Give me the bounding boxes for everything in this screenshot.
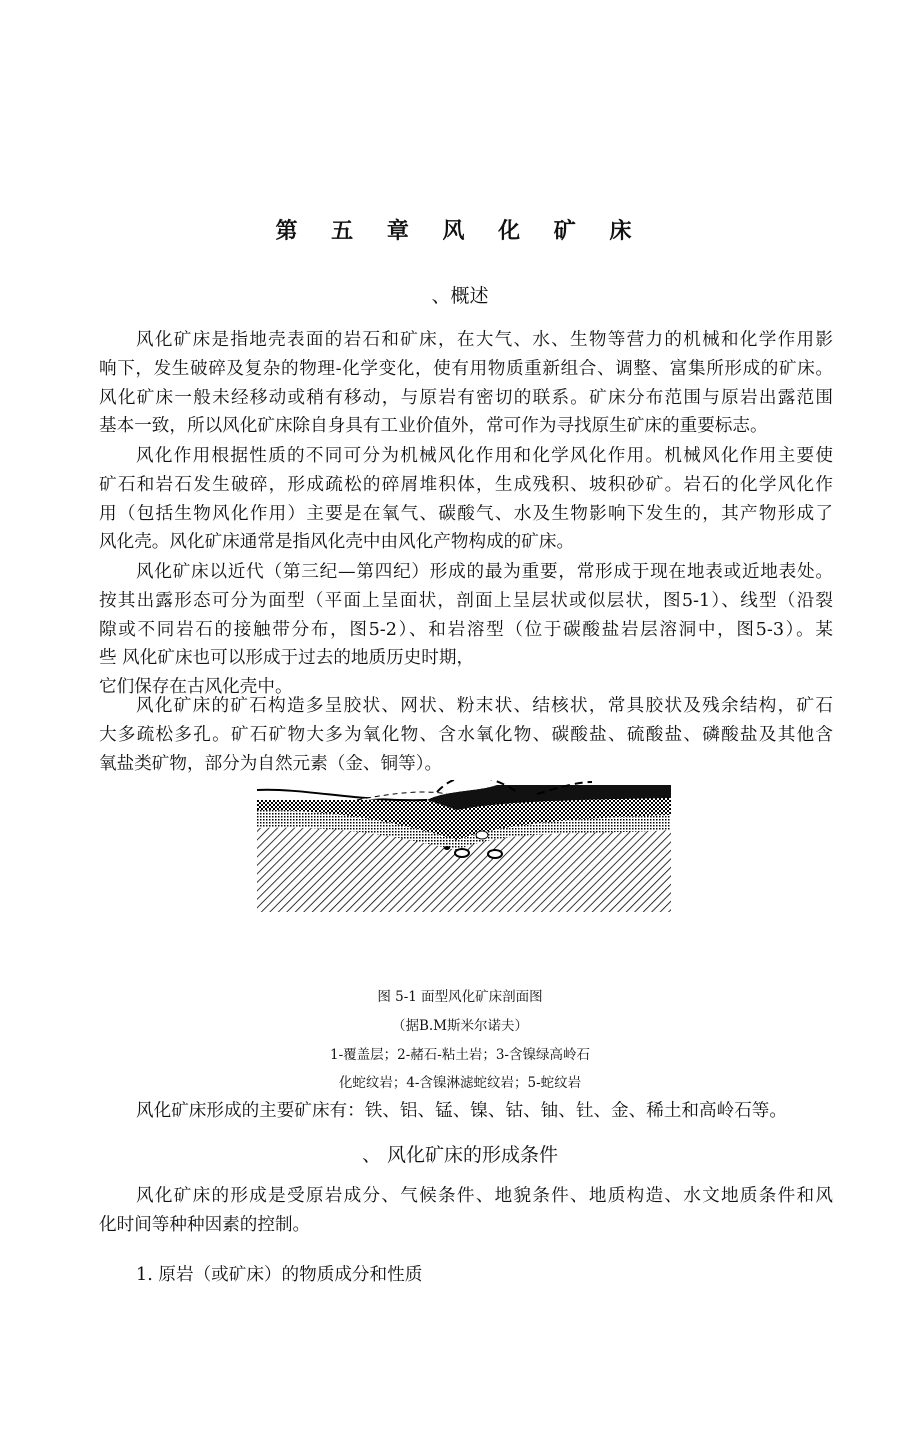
- paragraph: [99, 1097, 833, 1126]
- section-heading-overview: 、概述: [431, 285, 489, 307]
- paragraph-line: 些 风化矿床也可以形成于过去的地质历史时期，: [99, 648, 475, 669]
- paragraph-line: 大多疏松多孔。矿石矿物大多为氧化物、含水氧化物、碳酸盐、硫酸盐、磷酸盐及其他含: [99, 724, 833, 745]
- paragraph-line: 风化矿床一般未经移动或稍有移动，与原岩有密切的联系。矿床分布范围与原岩出露范围: [99, 387, 833, 408]
- paragraph: [99, 558, 833, 702]
- paragraph-line: 风化矿床的矿石构造多呈胶状、网状、粉末状、结核状，常具胶状及残余结构，矿石: [136, 696, 833, 716]
- paragraph-line: 风化壳。风化矿床通常是指风化壳中由风化产物构成的矿床。: [99, 532, 575, 553]
- paragraph: [99, 1182, 833, 1240]
- paragraph-line: 隙或不同岩石的接触带分布，图5-2）、和岩溶型（位于碳酸盐岩层溶洞中，图5-3）。某: [99, 619, 833, 640]
- paragraph: [99, 326, 833, 441]
- paragraph-line: 它们保存在古风化壳中。: [99, 677, 293, 698]
- paragraph-line: 风化矿床形成的主要矿床有：铁、铝、锰、镍、钴、铀、钍、金、稀土和高岭石等。: [136, 1101, 787, 1121]
- paragraph-line: 按其出露形态可分为面型（平面上呈面状，剖面上呈层状或似层状，图5-1）、线型（沿裂: [99, 590, 833, 611]
- paragraph-line: 风化矿床以近代（第三纪—第四纪）形成的最为重要，常形成于现在地表或近地表处。: [136, 562, 833, 582]
- figure-legend-line-1: 1-覆盖层；2-赭石-粘土岩；3-含镍绿高岭石: [329, 1047, 590, 1063]
- paragraph-line: 用（包括生物风化作用）主要是在氧气、碳酸气、水及生物影响下发生的，其产物形成了: [99, 503, 833, 524]
- paragraph-line: 矿石和岩石发生破碎，形成疏松的碎屑堆积体，生成残积、坡积砂矿。岩石的化学风化作: [99, 474, 833, 495]
- section-heading-formation-conditions: 、 风化矿床的形成条件: [361, 1144, 559, 1166]
- paragraph-line: 风化作用根据性质的不同可分为机械风化作用和化学风化作用。机械风化作用主要使: [136, 446, 833, 466]
- paragraph-line: 基本一致，所以风化矿床除自身具有工业价值外，常可作为寻找原生矿床的重要标志。: [99, 416, 768, 437]
- paragraph-line: 风化矿床是指地壳表面的岩石和矿床，在大气、水、生物等营力的机械和化学作用影: [136, 330, 833, 350]
- list-item-text: 1. 原岩（或矿床）的物质成分和性质: [136, 1265, 423, 1285]
- chapter-title: 第 五 章 风 化 矿 床: [275, 218, 645, 244]
- paragraph-line: 氧盐类矿物，部分为自然元素（金、铜等）。: [99, 753, 443, 774]
- paragraph-line: 响下，发生破碎及复杂的物理-化学变化，使有用物质重新组合、调整、富集所形成的矿床。: [99, 358, 833, 379]
- figure-caption: 图 5-1 面型风化矿床剖面图: [377, 989, 543, 1005]
- paragraph: [99, 692, 833, 778]
- figure-source: （据B.M斯米尔诺夫）: [391, 1018, 529, 1034]
- figure-5-1-cross-section: [257, 780, 671, 912]
- list-item: [99, 1261, 833, 1290]
- paragraph-line: 风化矿床的形成是受原岩成分、气候条件、地貌条件、地质构造、水文地质条件和风: [136, 1186, 833, 1206]
- paragraph: [99, 442, 833, 557]
- figure-legend-line-2: 化蛇纹岩；4-含镍淋滤蛇纹岩；5-蛇纹岩: [338, 1075, 582, 1091]
- paragraph-line: 化时间等种种因素的控制。: [99, 1214, 311, 1235]
